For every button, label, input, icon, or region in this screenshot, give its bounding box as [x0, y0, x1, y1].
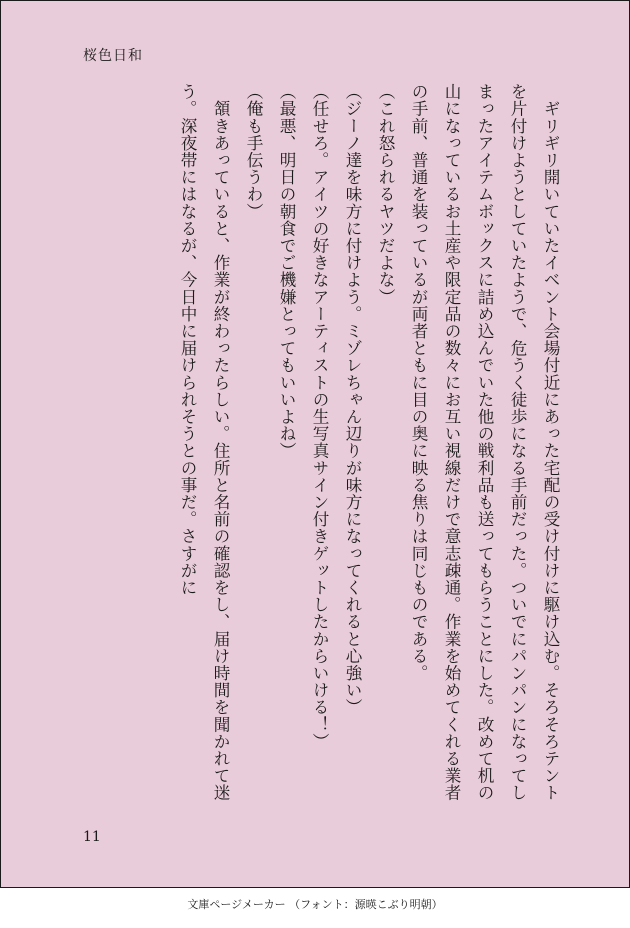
page-number: 11	[83, 829, 101, 845]
paragraph: （これ怒られるヤツだよな）	[376, 83, 395, 306]
running-title: 桜色日和	[83, 48, 143, 64]
generator-credit: 文庫ページメーカー （フォント：源暎こぶり明朝）	[187, 898, 443, 911]
paragraph: 頷きあっていると、作業が終わったらしい。住所と名前の確認をし、届け時間を聞かれて迷う。深夜帯にはなるが、今日中に届けられそうとの事だ。さすがに	[178, 83, 230, 802]
paragraph: （ジーノ達を味方に付けよう。ミゾレちゃん辺りが味方になってくれると心強い）	[343, 83, 362, 716]
paragraph: （任せろ。アイツの好きなアーティストの生写真サイン付きゲットしたからいける！）	[310, 83, 329, 750]
paragraph: ギリギリ開いていたイベント会場付近にあった宅配の受け付けに駆け込む。そろそろテントを片付けようとしていたようで、危うく徒歩になる手前だった。ついでにパンパンになってしまったアイテムボックスに詰め込んでいた他の戦利品も送ってもらうことにした。改めて机の山になっているお土産や限定品の数々にお互い視線だけで意志疎通。作業を始めてくれる業者の手前、普通を装っているが両者ともに目の奥に映る焦りは同じものである。	[409, 83, 560, 802]
paragraph: （俺も手伝うわ）	[244, 83, 263, 220]
vertical-text-body	[67, 83, 567, 805]
paragraph: （最悪、明日の朝食でご機嫌とってもいいよね）	[277, 83, 296, 460]
